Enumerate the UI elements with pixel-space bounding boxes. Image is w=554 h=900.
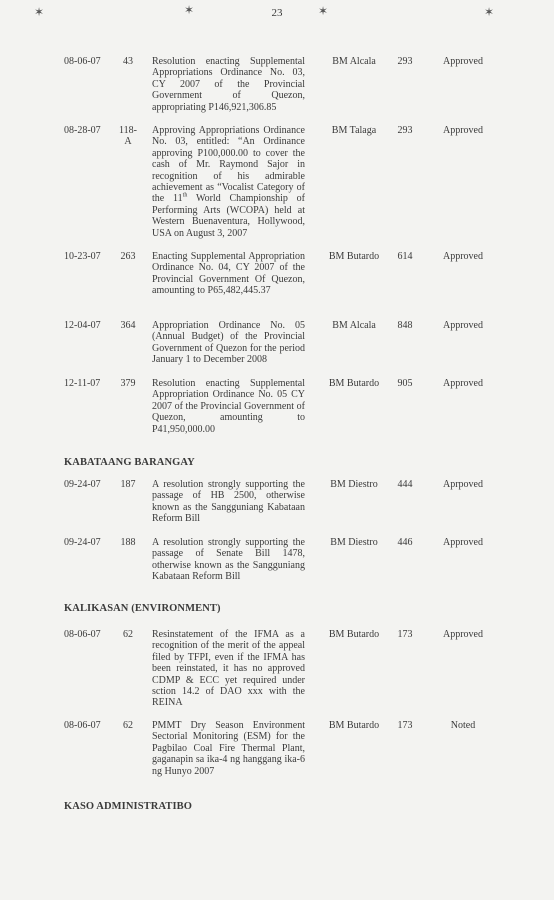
author: BM Diestro <box>330 479 378 490</box>
page-ref: 293 <box>397 56 413 67</box>
resolution-number: 118-A <box>119 125 137 148</box>
page-ref: 446 <box>397 537 413 548</box>
author: BM Alcala <box>332 320 376 331</box>
status: Approved <box>443 251 483 262</box>
author: BM Butardo <box>328 251 380 262</box>
status: Approved <box>443 56 483 67</box>
date: 12-11-07 <box>64 378 101 389</box>
description: Resolution enacting Supplemental Appropriation Ordinance No. 05 CY 2007 of the Provincial Government of Quezon, amounting to P41,950,000.00 <box>152 378 305 435</box>
date: 08-06-07 <box>64 720 101 731</box>
status: Noted <box>450 720 476 731</box>
date: 08-28-07 <box>64 125 101 136</box>
ink-blot: ✶ <box>484 5 495 19</box>
resolution-number: 62 <box>123 720 133 731</box>
date: 09-24-07 <box>64 479 101 490</box>
date: 10-23-07 <box>64 251 101 262</box>
author: BM Talaga <box>331 125 377 136</box>
page-ref: 444 <box>397 479 413 490</box>
ink-blot: ✶ <box>34 5 45 19</box>
resolution-number: 43 <box>123 56 133 67</box>
status: Aprpoved <box>443 479 483 490</box>
section-heading: KABATAANG BARANGAY <box>64 457 195 468</box>
author: BM Alcala <box>332 56 376 67</box>
page-ref: 293 <box>397 125 413 136</box>
status: Approved <box>443 537 483 548</box>
date: 09-24-07 <box>64 537 101 548</box>
author: BM Butardo <box>328 378 380 389</box>
section-heading: KASO ADMINISTRATIBO <box>64 801 193 812</box>
status: Approved <box>443 629 483 640</box>
description: A resolution strongly supporting the passage of HB 2500, otherwise known as the Sangguniang Kabataan Reform Bill <box>152 479 305 525</box>
status: Approved <box>443 125 483 136</box>
description: Approving Appropriations Ordinance No. 03, entitled: “An Ordinance approving P100,000.00 to cover the cash of Mr. Raymond Sajor in recognition of his admirable achievement as “Vocalist Category of the 11th World Championship of Performing Arts (WCOPA) held at Western Buenaventura, Hollywood, USA on August 3, 2007 <box>152 125 305 239</box>
status: Approved <box>443 378 483 389</box>
date: 08-06-07 <box>64 56 101 67</box>
description: Appropriation Ordinance No. 05 (Annual Budget) of the Provincial Government of Quezon for the period January 1 to December 2008 <box>152 320 305 366</box>
page-number: 23 <box>271 7 283 19</box>
page-ref: 173 <box>397 720 413 731</box>
author: BM Butardo <box>328 629 380 640</box>
author: BM Butardo <box>328 720 380 731</box>
ink-blot: ✶ <box>184 3 195 17</box>
page-ref: 173 <box>397 629 413 640</box>
status: Approved <box>443 320 483 331</box>
description: A resolution strongly supporting the passage of Senate Bill 1478, otherwise known as the Sangguniang Kabataan Reform Bill <box>152 537 305 583</box>
resolution-number: 187 <box>120 479 136 490</box>
description: Resinstatement of the IFMA as a recognition of the merit of the appeal filed by TFPI, even if the IFMA has been reinstated, it has no approved CDMP & ECC yet required under sction 14.2 of DAO xxx with the REINA <box>152 629 305 709</box>
ink-blot: ✶ <box>318 4 329 18</box>
page-ref: 614 <box>397 251 413 262</box>
resolution-number: 188 <box>120 537 136 548</box>
description: Enacting Supplemental Appropriation Ordinance No. 04, CY 2007 of the Provincial Government Of Quezon, amounting to P65,482,445.37 <box>152 251 305 297</box>
page-ref: 905 <box>397 378 413 389</box>
author: BM Diestro <box>330 537 378 548</box>
date: 12-04-07 <box>64 320 101 331</box>
description: PMMT Dry Season Environment Sectorial Monitoring (ESM) for the Pagbilao Coal Fire Thermal Plant, gaganapin sa ika-4 ng hanggang ika-6 ng Hunyo 2007 <box>152 720 305 777</box>
page-ref: 848 <box>397 320 413 331</box>
resolution-number: 263 <box>120 251 136 262</box>
resolution-number: 364 <box>120 320 136 331</box>
description: Resolution enacting Supplemental Appropriations Ordinance No. 03, CY 2007 of the Provincial Government of Quezon, appropriating P146,921,306.85 <box>152 56 305 113</box>
resolution-number: 62 <box>123 629 133 640</box>
date: 08-06-07 <box>64 629 101 640</box>
resolution-number: 379 <box>120 378 136 389</box>
section-heading: KALIKASAN (ENVIRONMENT) <box>64 603 221 614</box>
